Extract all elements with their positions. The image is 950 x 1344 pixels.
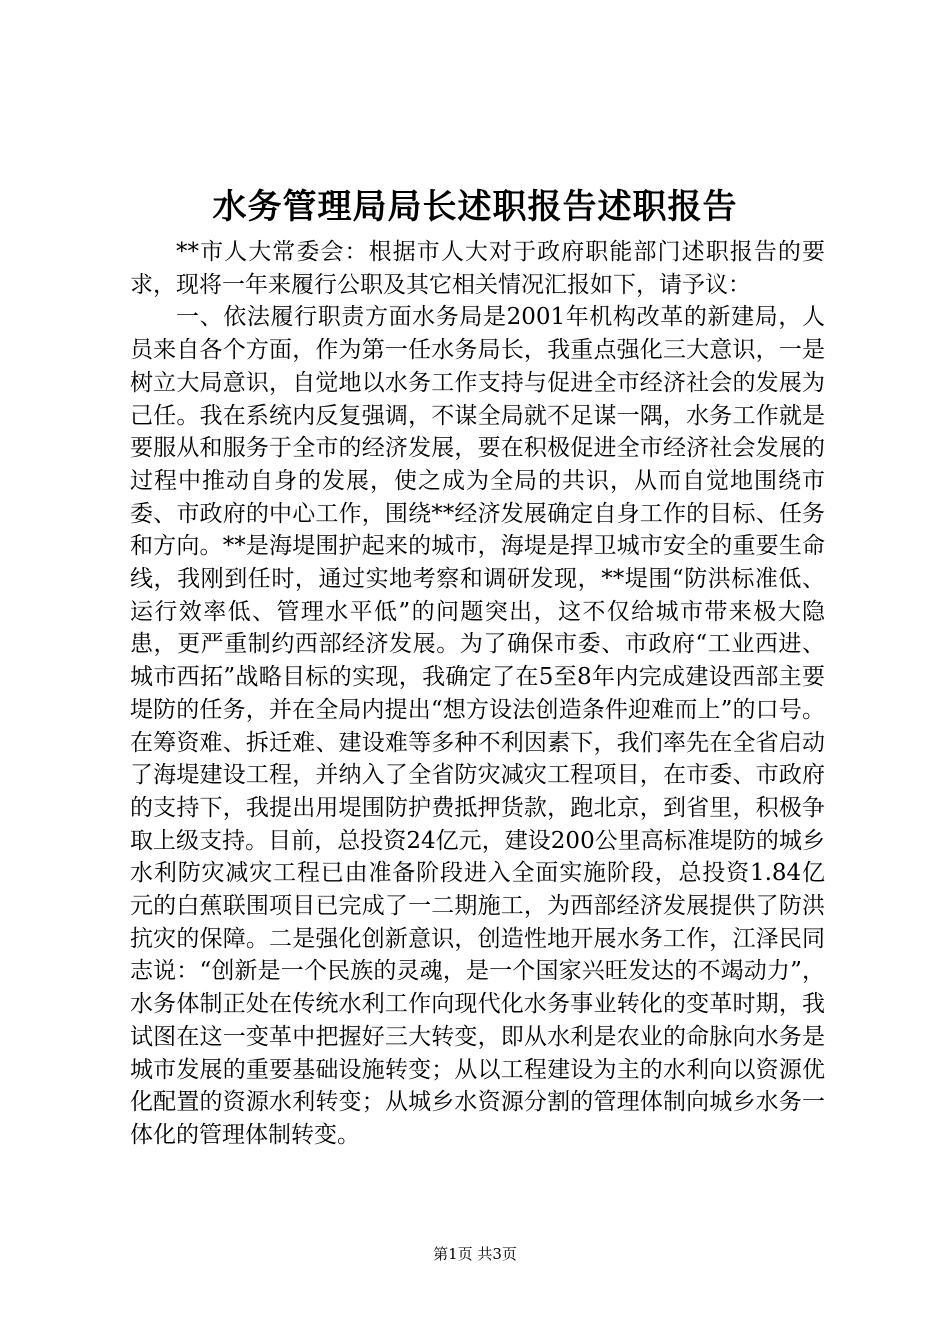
document-title: 水务管理局局长述职报告述职报告 — [212, 187, 738, 227]
page-number: 第1页 共3页 — [433, 1245, 517, 1263]
paragraph-intro: **市人大常委会：根据市人大对于政府职能部门述职报告的要求，现将一年来履行公职及其它相关情况汇报如下，请予议： — [130, 239, 825, 298]
paragraph-duties: 一、依法履行职责方面水务局是2001年机构改革的新建局，人员来自各个方面，作为第一任水务局长，我重点强化三大意识，一是树立大局意识，自觉地以水务工作支持与促进全市经济社会的发展为己任。我在系统内反复强调，不谋全局就不足谋一隅，水务工作就是要服从和服务于全市的经济发展，要在积极促进全市经济社会发展的过程中推动自身的发展，使之成为全局的共识，从而自觉地围绕市委、市政府的中心工作，围绕**经济发展确定自身工作的目标、任务和方向。**是海堤围护起来的城市，海堤是捍卫城市安全的重要生命线，我刚到任时，通过实地考察和调研发现，**堤围“防洪标准低、运行效率低、管理水平低”的问题突出，这不仅给城市带来极大隐患，更严重制约西部经济发展。为了确保市委、市政府“工业西进、城市西拓”战略目标的实现，我确定了在5至8年内完成建设西部主要堤防的任务，并在全局内提出“想方设法创造条件迎难而上”的口号。在筹资难、拆迁难、建设难等多种不利因素下，我们率先在全省启动了海堤建设工程，并纳入了全省防灾减灾工程项目，在市委、市政府的支持下，我提出用堤围防护费抵押货款，跑北京，到省里，积极争取上级支持。目前，总投资24亿元，建设200公里高标准堤防的城乡水利防灾减灾工程已由准备阶段进入全面实施阶段，总投资1.84亿元的白蕉联围项目已完成了一二期施工，为西部经济发展提供了防洪抗灾的保障。二是强化创新意识，创造性地开展水务工作，江泽民同志说：“创新是一个民族的灵魂，是一个国家兴旺发达的不竭动力”，水务体制正处在传统水利工作向现代化水务事业转化的变革时期，我试图在这一变革中把握好三大转变，即从水利是农业的命脉向水务是城市发展的重要基础设施转变；从以工程建设为主的水利向以资源优化配置的资源水利转变；从城乡水资源分割的管理体制向城乡水务一体化的管理体制转变。 — [130, 304, 825, 1148]
document-body — [130, 236, 825, 1152]
